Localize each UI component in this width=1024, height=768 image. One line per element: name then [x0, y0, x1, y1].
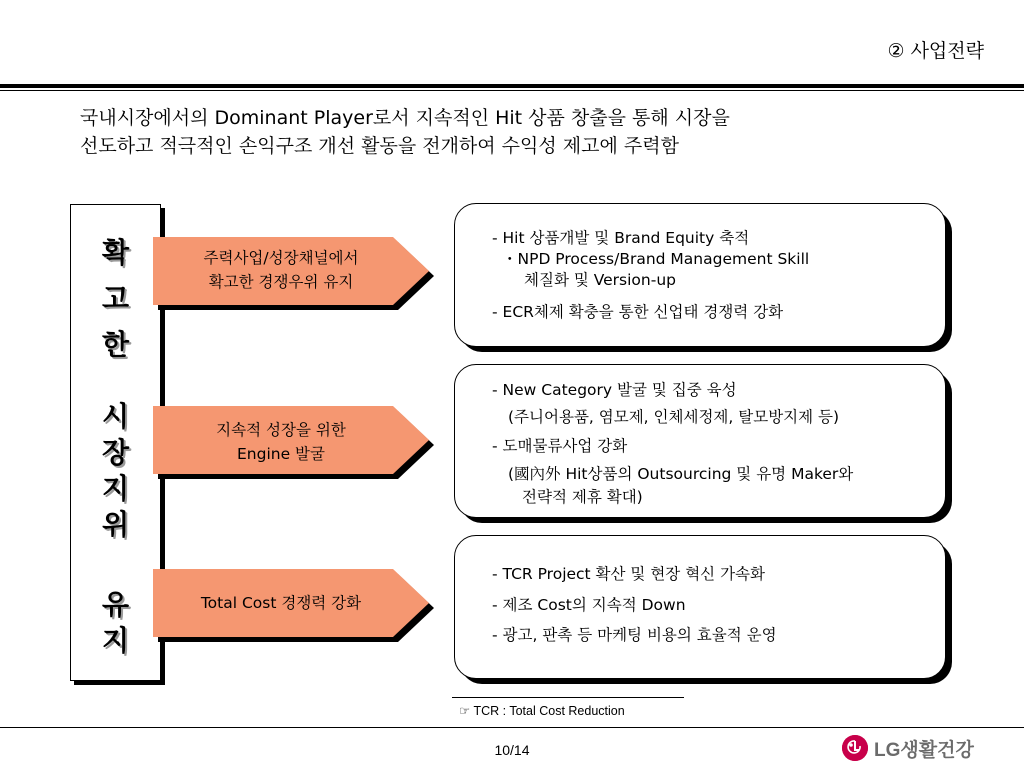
section-title: ② 사업전략 [887, 40, 984, 62]
footnote-rule [452, 697, 684, 698]
detail-2-line-4: (國內外 Hit상품의 Outsourcing 및 유명 Maker와 [508, 465, 854, 483]
logo-text: LG생활건강 [874, 739, 974, 761]
detail-3-line-3: - 광고, 판촉 등 마케팅 비용의 효율적 운영 [492, 626, 777, 644]
detail-2-line-5: 전략적 제휴 확대) [522, 488, 643, 506]
footer-rule [0, 727, 1024, 728]
strategy-1-label-line2: 확고한 경쟁우위 유지 [208, 273, 354, 291]
strategy-2-label [153, 418, 409, 466]
vertical-char: 지 [101, 624, 130, 657]
page-number: 10/14 [494, 742, 530, 758]
detail-1-line-4: - ECR체제 확충을 통한 신업태 경쟁력 강화 [492, 303, 784, 321]
detail-1-line-3: 체질화 및 Version-up [524, 271, 676, 289]
detail-2-line-1: - New Category 발굴 및 집중 육성 [492, 381, 737, 399]
footnote: ☞ TCR : Total Cost Reduction [459, 704, 625, 718]
vertical-char: 확 [101, 236, 130, 269]
header-rule-thin [0, 90, 1024, 91]
vertical-char: 위 [101, 508, 130, 541]
vertical-char: 한 [101, 328, 130, 361]
strategy-3-label [153, 591, 409, 615]
strategy-1-label [153, 246, 409, 294]
detail-2-line-3: - 도매물류사업 강화 [492, 437, 628, 455]
strategy-2-label-line2: Engine 발굴 [237, 445, 325, 463]
detail-2-line-2: (주니어용품, 염모제, 인체세정제, 탈모방지제 등) [508, 408, 840, 426]
detail-3-line-1: - TCR Project 확산 및 현장 혁신 가속화 [492, 565, 765, 583]
vertical-char: 장 [101, 436, 130, 469]
headline-line-1: 국내시장에서의 Dominant Player로서 지속적인 Hit 상품 창출을 통해 시장을 [80, 107, 730, 129]
strategy-2-label-line1: 지속적 성장을 위한 [216, 421, 346, 439]
headline-line-2: 선도하고 적극적인 손익구조 개선 활동을 전개하여 수익성 제고에 주력함 [80, 135, 679, 157]
vertical-char: 고 [101, 282, 130, 315]
vertical-char: 시 [101, 400, 130, 433]
detail-1-line-2: ・NPD Process/Brand Management Skill [502, 250, 810, 268]
vertical-char: 지 [101, 472, 130, 505]
company-logo [842, 733, 974, 763]
strategy-3-label-line1: Total Cost 경쟁력 강화 [200, 594, 362, 612]
lg-face-icon [842, 735, 868, 761]
header-rule [0, 84, 1024, 88]
detail-1-line-1: - Hit 상품개발 및 Brand Equity 축적 [492, 229, 750, 247]
vertical-label-box [70, 204, 161, 681]
strategy-1-label-line1: 주력사업/성장채널에서 [203, 249, 359, 267]
vertical-char: 유 [101, 588, 130, 621]
headline [80, 104, 730, 160]
detail-3-line-2: - 제조 Cost의 지속적 Down [492, 596, 686, 614]
